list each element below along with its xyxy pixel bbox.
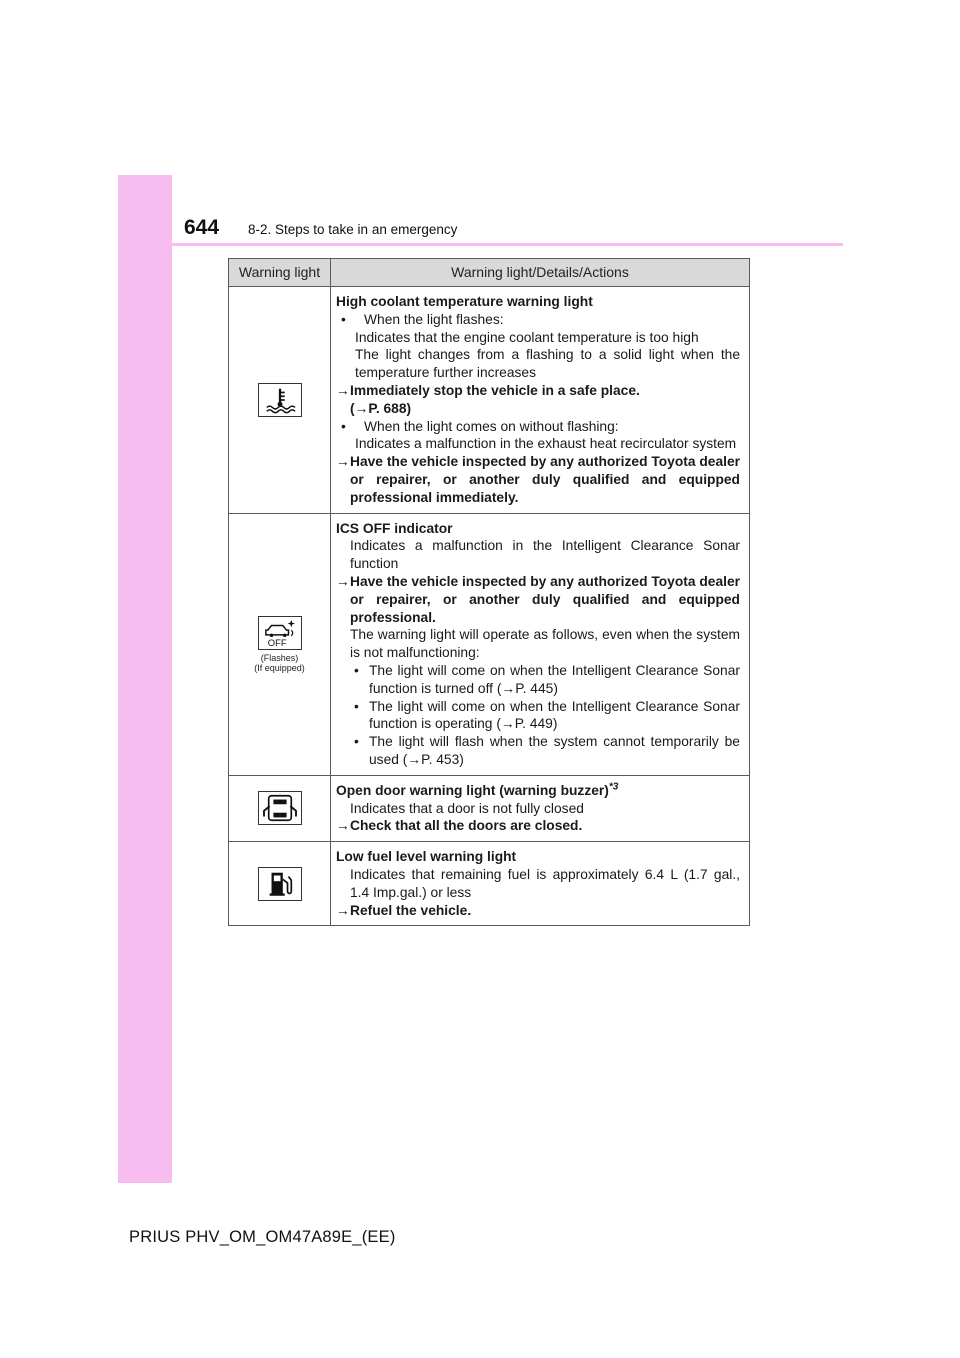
note-text: The warning light will operate as follows, even when the system is not malfunctioning: xyxy=(350,627,740,661)
high-coolant-temperature-icon xyxy=(258,383,302,417)
ics-off-icon xyxy=(258,616,302,650)
bullet-item: • The light will come on when the Intelligent Clearance Sonar function is operating (→P. 449) xyxy=(354,698,740,732)
detail-text: The light changes from a flashing to a solid light when the temperature further increases xyxy=(355,347,740,381)
icon-cell xyxy=(229,513,331,775)
table-row xyxy=(229,287,750,514)
footnote-marker: *3 xyxy=(608,781,619,793)
detail-text: Indicates that remaining fuel is approximately 6.4 L (1.7 gal., 1.4 Imp.gal.) or less xyxy=(350,866,740,900)
bullet-item: • The light will flash when the system cannot temporarily be used (→P. 453) xyxy=(354,734,740,767)
table-row xyxy=(229,842,750,926)
warning-light-table xyxy=(228,258,750,926)
open-door-icon xyxy=(258,791,302,825)
row-title: ICS OFF indicator xyxy=(336,520,453,536)
table-row xyxy=(229,513,750,775)
row-title: Open door warning light (warning buzzer)$^{*3}$ xyxy=(336,781,619,798)
bullet-item: • The light will come on when the Intelligent Clearance Sonar function is turned off (→P. 445) xyxy=(354,662,740,696)
icon-cell xyxy=(229,775,331,841)
ics-off-icon-text: OFF xyxy=(267,636,287,648)
section-title: 8-2. Steps to take in an emergency xyxy=(248,222,458,237)
details-cell xyxy=(331,775,750,841)
details-cell xyxy=(331,287,750,514)
col-header-warning-light: Warning light xyxy=(229,259,331,287)
detail-text: Indicates a malfunction in the exhaust heat recirculator system xyxy=(355,436,737,452)
detail-text: Indicates that a door is not fully closed xyxy=(350,800,584,816)
details-cell xyxy=(331,513,750,775)
page-reference: (→P. 688) xyxy=(350,400,412,416)
icon-cell xyxy=(229,287,331,514)
action-text: → Immediately stop the vehicle in a safe place. xyxy=(336,382,640,398)
row-title: High coolant temperature warning light xyxy=(336,294,593,309)
action-text: → Have the vehicle inspected by any authorized Toyota dealer or repairer, or another duly qualified and equipped professional immediately. xyxy=(336,454,741,505)
row-title: Low fuel level warning light xyxy=(336,849,517,865)
action-text: → Have the vehicle inspected by any authorized Toyota dealer or repairer, or another duly qualified and equipped professional. xyxy=(336,573,741,625)
table-header-row xyxy=(229,259,750,287)
low-fuel-icon xyxy=(258,867,302,901)
detail-text: Indicates a malfunction in the Intelligent Clearance Sonar function xyxy=(350,538,740,572)
detail-text: Indicates that the engine coolant temperature is too high xyxy=(355,329,699,345)
action-text: → Check that all the doors are closed. xyxy=(336,818,583,834)
table-row xyxy=(229,775,750,841)
bullet-item: • When the light comes on without flashing: xyxy=(341,418,619,434)
details-cell xyxy=(331,842,750,926)
icon-caption: (If equipped) xyxy=(254,662,305,673)
action-text: → Refuel the vehicle. xyxy=(336,902,472,918)
page-number: 644 xyxy=(184,216,220,239)
side-tab-band xyxy=(118,175,172,1183)
col-header-details: Warning light/Details/Actions xyxy=(331,259,750,287)
document-id: PRIUS PHV_OM_OM47A89E_(EE) xyxy=(129,1228,396,1246)
icon-cell xyxy=(229,842,331,926)
header-rule xyxy=(172,243,843,246)
icon-caption: (Flashes) xyxy=(260,652,299,663)
bullet-item: • When the light flashes: xyxy=(341,311,504,327)
